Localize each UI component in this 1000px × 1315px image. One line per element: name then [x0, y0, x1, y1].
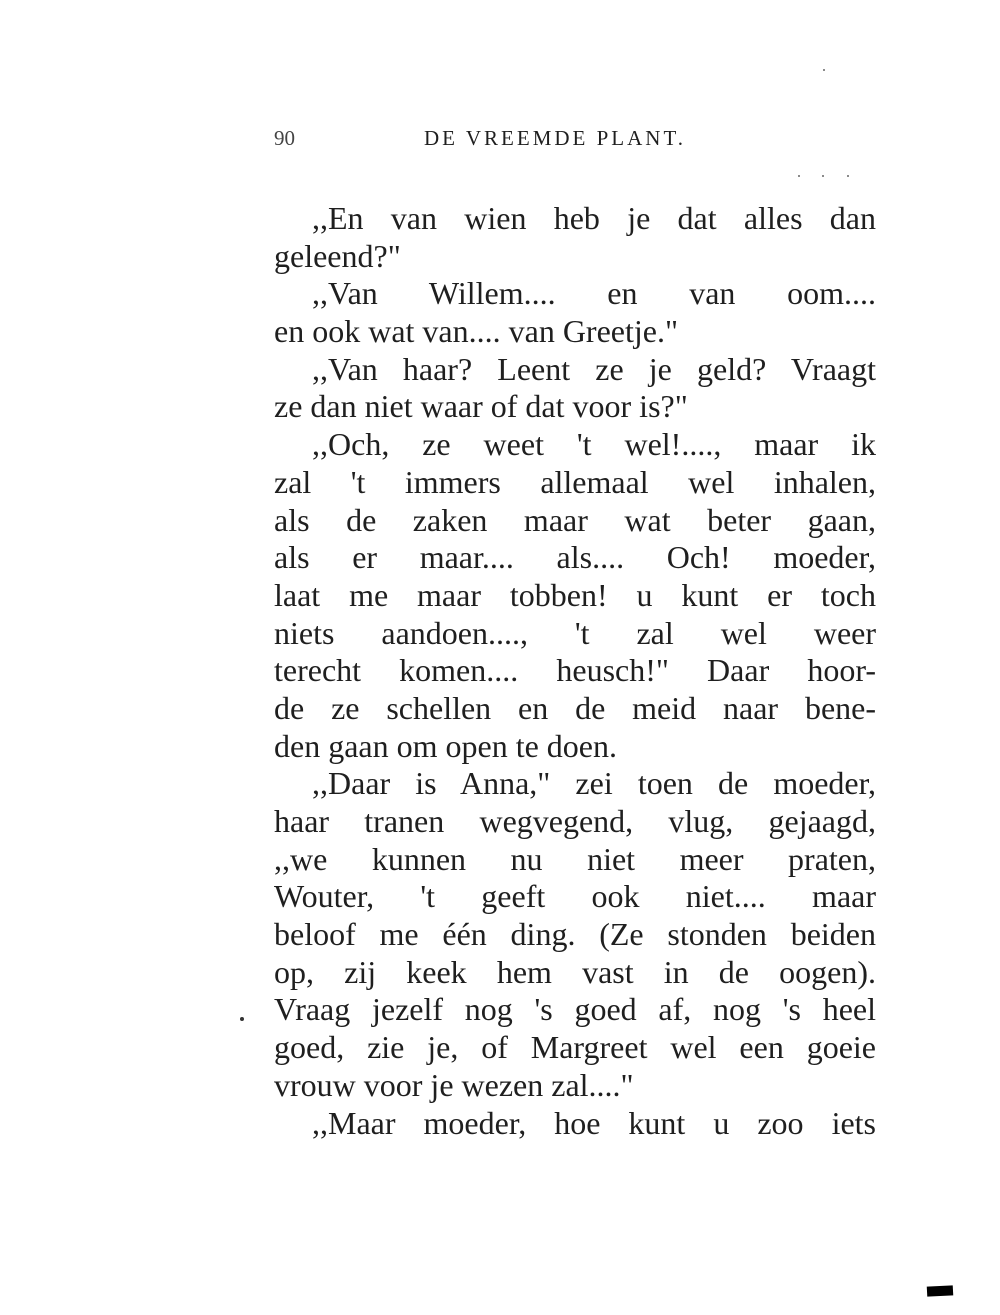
- text-line: beloof me één ding. (Ze stonden beiden: [274, 916, 876, 953]
- text-line: Vraag jezelf nog 's goed af, nog 's heel: [274, 991, 876, 1028]
- text-line: vrouw voor je wezen zal....": [274, 1066, 634, 1103]
- text-line: ,,we kunnen nu niet meer praten,: [274, 840, 876, 877]
- text-line: Wouter, 't geeft ook niet.... maar: [274, 878, 876, 915]
- text-line: niets aandoen...., 't zal wel weer: [274, 614, 876, 651]
- text-line: ,,En van wien heb je dat alles dan: [312, 200, 876, 236]
- margin-mark: [240, 1017, 244, 1021]
- text-line: terecht komen.... heusch!" Daar hoor-: [274, 652, 876, 689]
- text-line: de ze schellen en de meid naar bene-: [274, 689, 876, 726]
- text-line: ,,Van Willem.... en van oom....: [312, 275, 876, 312]
- scan-speck: [823, 69, 825, 71]
- body-text: [274, 200, 876, 1142]
- text-line: ze dan niet waar of dat voor is?": [274, 388, 688, 425]
- text-line: ,,Van haar? Leent ze je geld? Vraagt: [312, 350, 876, 387]
- scan-speck: [798, 175, 800, 177]
- text-line: haar tranen wegvegend, vlug, gejaagd,: [274, 803, 876, 839]
- text-line: geleend?": [274, 237, 401, 274]
- text-line: goed, zie je, of Margreet wel een goeie: [274, 1029, 876, 1066]
- text-line: laat me maar tobben! u kunt er toch: [274, 576, 876, 613]
- running-title: DE VREEMDE PLANT.: [424, 126, 686, 150]
- text-line: op, zij keek hem vast in de oogen).: [274, 953, 876, 990]
- text-line: ,,Och, ze weet 't wel!...., maar ik: [312, 426, 876, 463]
- text-line: ,,Maar moeder, hoe kunt u zoo iets: [312, 1104, 876, 1141]
- text-line: als er maar.... als.... Och! moeder,: [274, 539, 876, 576]
- text-line: ,,Daar is Anna," zei toen de moeder,: [312, 765, 876, 802]
- page-header: [274, 126, 744, 160]
- text-line: zal 't immers allemaal wel inhalen,: [274, 463, 876, 500]
- text-line: en ook wat van.... van Greetje.": [274, 313, 679, 350]
- page-number: 90: [274, 126, 295, 150]
- text-line: als de zaken maar wat beter gaan,: [274, 501, 876, 538]
- scan-artifact-mark: [927, 1285, 953, 1296]
- scan-speck: [822, 175, 824, 177]
- scan-speck: [847, 175, 849, 177]
- text-line: den gaan om open te doen.: [274, 727, 617, 764]
